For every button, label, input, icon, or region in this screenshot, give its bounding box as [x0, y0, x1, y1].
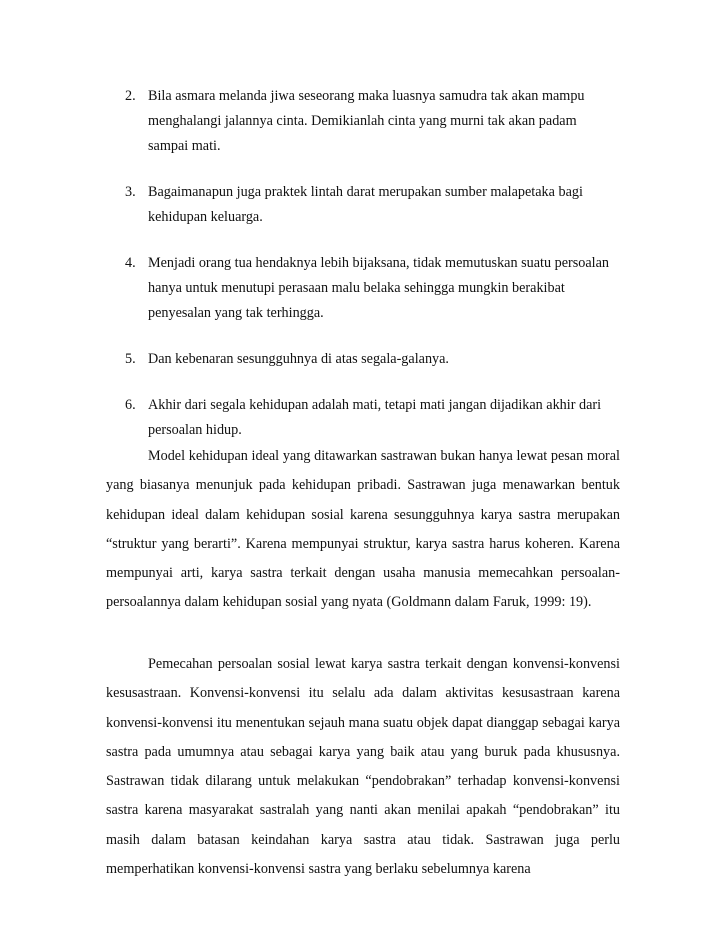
list-line: Akhir dari segala kehidupan adalah mati, tetapi mati jangan dijadikan akhir dari [148, 397, 602, 413]
list-line: sampai mati. [148, 138, 221, 154]
list-line: penyesalan yang tak terhingga. [148, 305, 324, 321]
list-number: 3. [125, 184, 136, 200]
list-line: persoalan hidup. [148, 422, 242, 438]
list-item [125, 251, 645, 326]
list-item [125, 393, 645, 443]
list-number: 5. [125, 351, 136, 367]
list-number: 6. [125, 397, 136, 413]
list-item [125, 347, 645, 372]
list-number: 2. [125, 88, 136, 104]
list-line: Bila asmara melanda jiwa seseorang maka luasnya samudra tak akan mampu [148, 88, 585, 104]
list-line: Dan kebenaran sesungguhnya di atas segala-galanya. [148, 351, 449, 367]
list-line: hanya untuk menutupi perasaan malu belaka sehingga mungkin berakibat [148, 280, 565, 296]
list-item [125, 180, 645, 230]
numbered-list [125, 84, 645, 464]
body-paragraph: Model kehidupan ideal yang ditawarkan sastrawan bukan hanya lewat pesan moral yang biasanya menunjuk pada kehidupan pribadi. Sastrawan juga menawarkan bentuk kehidupan ideal dalam kehidupan sosial karena sesungguhnya karya sastra merupakan “struktur yang berarti”. Karena mempunyai struktur, karya sastra harus koheren. Karena mempunyai arti, karya sastra terkait dengan usaha manusia memecahkan persoalan-persoalannya dalam kehidupan sosial yang nyata (Goldmann dalam Faruk, 1999: 19). [106, 448, 620, 611]
list-number: 4. [125, 255, 136, 271]
list-line: Menjadi orang tua hendaknya lebih bijaksana, tidak memutuskan suatu persoalan [148, 255, 609, 271]
list-line: Bagaimanapun juga praktek lintah darat merupakan sumber malapetaka bagi [148, 184, 583, 200]
list-line: kehidupan keluarga. [148, 209, 263, 225]
list-line: menghalangi jalannya cinta. Demikianlah cinta yang murni tak akan padam [148, 113, 577, 129]
list-item [125, 84, 645, 159]
body-paragraph: Pemecahan persoalan sosial lewat karya sastra terkait dengan konvensi-konvensi kesusastraan. Konvensi-konvensi itu selalu ada dalam aktivitas kesusastraan karena konvensi-konvensi itu menentukan sejauh mana suatu objek dapat dianggap sebagai karya sastra pada umumnya atau sebagai karya yang baik atau yang buruk pada khususnya. Sastrawan tidak dilarang untuk melakukan “pendobrakan” terhadap konvensi-konvensi sastra karena masyarakat sastralah yang nanti akan menilai apakah “pendobrakan” itu masih dalam batasan keindahan karya sastra atau tidak. Sastrawan juga perlu memperhatikan konvensi-konvensi sastra yang berlaku sebelumnya karena [106, 656, 620, 878]
